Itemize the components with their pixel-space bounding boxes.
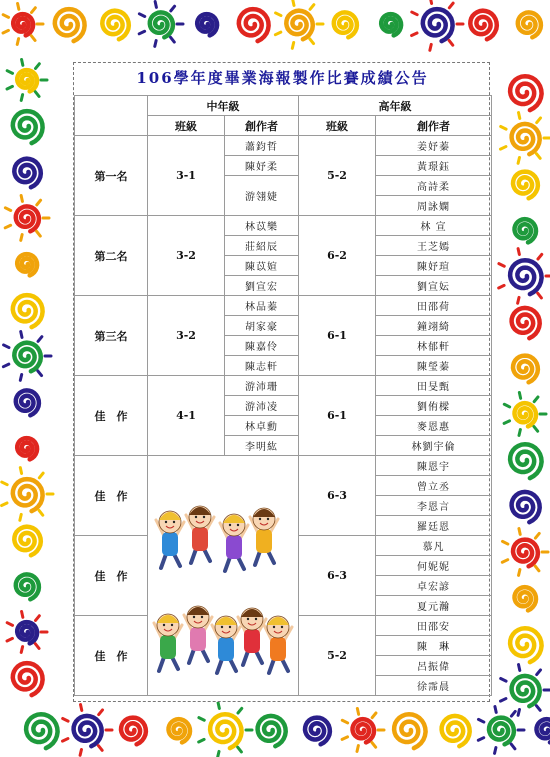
up-author-cell: 林劉宇倫	[376, 436, 492, 456]
sun-ray-mark	[218, 751, 219, 757]
swirl-mark	[14, 159, 41, 188]
sun-ray-mark	[478, 719, 483, 722]
swirl-mark	[442, 716, 470, 746]
results-table	[74, 95, 492, 696]
sun-ray-mark	[500, 147, 505, 150]
mid-author-cell: 陳嘉伶	[225, 336, 299, 356]
mid-author-cell: 陳苡媗	[225, 256, 299, 276]
up-author-cell: 陳 琳	[376, 636, 492, 656]
rank-cell: 第二名	[75, 216, 148, 296]
up-author-cell: 卓宏諺	[376, 576, 492, 596]
sun-ray-mark	[171, 6, 175, 11]
up-author-cell: 陳恩宇	[376, 456, 492, 476]
sun-ray-mark	[519, 529, 520, 535]
children-illustration	[148, 456, 299, 696]
sun-ray-mark	[3, 15, 8, 18]
table-row	[75, 456, 492, 476]
sun-ray-mark	[511, 711, 515, 716]
mid-author-cell: 胡家豪	[225, 316, 299, 336]
sun-ray-mark	[22, 611, 23, 617]
up-author-cell: 陳瑩蓁	[376, 356, 492, 376]
sun-ray-mark	[98, 746, 102, 751]
up-author-cell: 麥恩惠	[376, 416, 492, 436]
sun-ray-mark	[478, 738, 483, 741]
sun-ray-mark	[21, 196, 22, 202]
sun-ray-mark	[20, 514, 21, 520]
sun-ray-mark	[430, 44, 431, 50]
sun-ray-mark	[499, 285, 504, 288]
sun-ray-mark	[538, 254, 542, 259]
up-class-cell: 5-2	[299, 616, 376, 696]
up-class-cell: 6-3	[299, 536, 376, 616]
mid-author-cell: 游沛凌	[225, 396, 299, 416]
sun-ray-mark	[63, 718, 68, 721]
sun-ray-mark	[504, 404, 509, 407]
up-author-cell: 鐘翊綺	[376, 316, 492, 336]
mid-class-cell: 3-1	[148, 136, 225, 216]
swirl-mark	[74, 716, 102, 746]
sun-ray-mark	[537, 118, 541, 123]
up-author-cell: 田旻甄	[376, 376, 492, 396]
up-class-cell: 6-1	[299, 376, 376, 456]
sun-ray-mark	[519, 113, 520, 119]
swirl-mark	[197, 14, 217, 35]
up-author-cell: 黃璟鈺	[376, 156, 492, 176]
mid-author-cell: 林苡樂	[225, 216, 299, 236]
sun-ray-mark	[32, 8, 36, 13]
swirl-mark	[17, 70, 37, 91]
sun-ray-mark	[502, 541, 507, 544]
swirl-mark	[121, 718, 146, 745]
sun-ray-mark	[155, 2, 156, 8]
swirl-mark	[537, 719, 550, 742]
child-figure	[238, 608, 266, 665]
swirl-mark	[13, 14, 33, 35]
sun-ray-mark	[519, 570, 520, 576]
sun-ray-mark	[275, 32, 280, 35]
sun-ray-mark	[20, 375, 21, 381]
swirl-mark	[13, 663, 43, 695]
sun-ray-mark	[38, 371, 42, 376]
up-class-cell: 6-1	[299, 296, 376, 376]
sun-ray-mark	[495, 707, 496, 713]
header-row-grades	[75, 96, 492, 116]
up-class-cell: 6-2	[299, 216, 376, 296]
swirl-mark	[381, 14, 401, 35]
sun-ray-mark	[518, 249, 519, 255]
sun-ray-mark	[495, 748, 496, 754]
up-author-cell: 高詩柔	[376, 176, 492, 196]
swirl-mark	[489, 718, 514, 745]
mid-author-cell: 李明紘	[225, 436, 299, 456]
sun-ray-mark	[38, 337, 42, 342]
sun-ray-mark	[535, 566, 539, 571]
mid-author-cell: 游翎婕	[225, 176, 299, 216]
swirl-mark	[334, 12, 357, 37]
up-author-cell: 李恩言	[376, 496, 492, 516]
swirl-mark	[353, 719, 375, 742]
middle-grade-header: 中年級	[148, 96, 299, 116]
sun-ray-mark	[36, 64, 40, 69]
sun-ray-mark	[501, 678, 506, 681]
rank-cell: 第一名	[75, 136, 148, 216]
sun-ray-mark	[35, 644, 39, 649]
swirl-mark	[510, 76, 541, 110]
sun-ray-mark	[504, 421, 509, 424]
swirl-mark	[258, 716, 286, 746]
sun-ray-mark	[519, 392, 520, 398]
up-author-cell: 曾立丞	[376, 476, 492, 496]
sun-ray-mark	[536, 154, 540, 159]
swirl-mark	[512, 124, 540, 154]
sun-ray-mark	[22, 59, 23, 65]
swirl-mark	[510, 260, 541, 294]
sun-ray-mark	[518, 297, 519, 303]
sun-ray-mark	[430, 0, 431, 3]
up-author-cell: 田邵荷	[376, 296, 492, 316]
rank-cell: 第三名	[75, 296, 148, 376]
sun-ray-mark	[37, 200, 41, 205]
up-author-cell: 王芝嫣	[376, 236, 492, 256]
mid-class-cell: 4-1	[148, 376, 225, 456]
sun-ray-mark	[310, 5, 314, 10]
sun-ray-mark	[39, 473, 43, 478]
swirl-mark	[150, 12, 173, 37]
up-author-cell: 劉侑樑	[376, 396, 492, 416]
mid-author-cell: 林品蓁	[225, 296, 299, 316]
swirl-mark	[17, 438, 37, 459]
sun-ray-mark	[7, 638, 12, 641]
sun-ray-mark	[2, 503, 7, 506]
mid-author-header: 創作者	[225, 116, 299, 136]
mid-class-cell: 3-2	[148, 216, 225, 296]
sun-ray-mark	[5, 225, 10, 228]
table-row	[75, 296, 492, 316]
up-author-cell: 姜妤蓁	[376, 136, 492, 156]
sun-ray-mark	[535, 533, 539, 538]
swirl-mark	[515, 403, 537, 426]
swirl-mark	[510, 444, 541, 478]
sun-ray-mark	[534, 397, 538, 402]
sun-ray-mark	[199, 718, 204, 721]
swirl-mark	[513, 356, 538, 383]
sun-ray-mark	[18, 3, 19, 9]
corner-cell	[75, 96, 148, 136]
sun-ray-mark	[238, 708, 242, 713]
sun-ray-mark	[537, 670, 541, 675]
swirl-mark	[515, 219, 537, 242]
sun-ray-mark	[36, 616, 40, 621]
swirl-mark	[14, 527, 41, 556]
sun-ray-mark	[21, 95, 22, 101]
sun-ray-mark	[518, 709, 519, 715]
rank-cell: 佳 作	[75, 376, 148, 456]
sun-ray-mark	[518, 157, 519, 163]
swirl-mark	[14, 343, 41, 372]
sun-ray-mark	[139, 14, 144, 17]
sun-ray-mark	[372, 713, 376, 718]
child-figure	[212, 616, 240, 673]
sun-ray-mark	[449, 3, 453, 8]
child-figure	[184, 606, 212, 663]
sun-ray-mark	[7, 623, 12, 626]
sun-ray-mark	[21, 647, 22, 653]
sun-ray-mark	[2, 482, 7, 485]
sun-ray-mark	[37, 231, 41, 236]
swirl-mark	[169, 719, 191, 742]
up-author-cell: 林 宣	[376, 216, 492, 236]
mid-author-cell: 陳志軒	[225, 356, 299, 376]
sun-ray-mark	[7, 71, 12, 74]
up-author-cell: 慕凡	[376, 536, 492, 556]
sun-ray-mark	[357, 746, 358, 752]
mid-author-cell: 劉宣宏	[225, 276, 299, 296]
sun-ray-mark	[21, 235, 22, 241]
swirl-mark	[286, 11, 313, 40]
swirl-mark	[16, 574, 39, 599]
sun-ray-mark	[3, 30, 8, 33]
upper-grade-header: 高年級	[299, 96, 492, 116]
sun-ray-mark	[292, 43, 293, 49]
swirl-mark	[26, 714, 57, 748]
up-author-cell: 夏元瀚	[376, 596, 492, 616]
sun-ray-mark	[276, 13, 281, 16]
swirl-mark	[16, 206, 39, 231]
up-author-cell: 劉宣妘	[376, 276, 492, 296]
mid-class-cell: 3-2	[148, 296, 225, 376]
swirl-mark	[470, 11, 497, 40]
up-author-cell: 何妮妮	[376, 556, 492, 576]
swirl-mark	[13, 295, 43, 327]
sun-ray-mark	[412, 12, 417, 15]
up-author-cell: 羅廷恩	[376, 516, 492, 536]
up-author-cell: 周詠嫻	[376, 196, 492, 216]
sun-ray-mark	[372, 743, 376, 748]
sun-ray-mark	[3, 364, 8, 367]
sun-ray-mark	[62, 739, 67, 742]
sun-ray-mark	[293, 0, 294, 5]
sun-ray-mark	[17, 39, 18, 45]
swirl-mark	[102, 11, 129, 40]
mid-class-header: 班級	[148, 116, 225, 136]
swirl-mark	[515, 587, 537, 610]
up-author-cell: 林郁軒	[376, 336, 492, 356]
sun-ray-mark	[99, 710, 103, 715]
sun-ray-mark	[5, 208, 10, 211]
sun-ray-mark	[35, 92, 39, 97]
sun-ray-mark	[20, 468, 21, 474]
sun-ray-mark	[536, 706, 540, 711]
swirl-mark	[513, 540, 538, 567]
swirl-mark	[305, 718, 330, 745]
swirl-mark	[17, 254, 37, 275]
sun-ray-mark	[310, 39, 314, 44]
swirl-mark	[512, 492, 540, 522]
up-author-cell: 徐霈晨	[376, 676, 492, 696]
sun-ray-mark	[4, 345, 9, 348]
sun-ray-mark	[519, 665, 520, 671]
swirl-mark	[210, 714, 242, 748]
swirl-mark	[13, 111, 43, 143]
up-class-header: 班級	[299, 116, 376, 136]
table-row	[75, 136, 492, 156]
swirl-mark	[510, 628, 541, 662]
swirl-mark	[13, 479, 43, 511]
sun-ray-mark	[499, 264, 504, 267]
sun-ray-mark	[218, 703, 219, 709]
sun-ray-mark	[139, 31, 144, 34]
mid-author-cell: 陳妤柔	[225, 156, 299, 176]
sun-ray-mark	[21, 332, 22, 338]
swirl-mark	[394, 714, 426, 748]
sun-ray-mark	[519, 430, 520, 436]
announcement-sheet	[73, 62, 490, 702]
sun-ray-mark	[357, 708, 358, 714]
mid-author-cell: 林卓勳	[225, 416, 299, 436]
up-author-cell: 田邵安	[376, 616, 492, 636]
rank-cell: 佳 作	[75, 616, 148, 696]
swirl-mark	[512, 676, 540, 706]
table-row	[75, 216, 492, 236]
sun-ray-mark	[449, 40, 453, 45]
sun-ray-mark	[538, 293, 542, 298]
child-figure	[264, 616, 292, 673]
swirl-mark	[512, 308, 540, 338]
sun-ray-mark	[31, 36, 35, 41]
swirl-mark	[513, 172, 538, 199]
sun-ray-mark	[81, 705, 82, 711]
up-author-cell: 呂振偉	[376, 656, 492, 676]
swirl-mark	[518, 12, 541, 37]
rank-cell: 佳 作	[75, 456, 148, 536]
sun-ray-mark	[500, 699, 505, 702]
mid-author-cell: 蕭鈞哲	[225, 136, 299, 156]
sun-ray-mark	[342, 737, 347, 740]
mid-author-cell: 莊紹辰	[225, 236, 299, 256]
table-row	[75, 376, 492, 396]
sun-ray-mark	[511, 744, 515, 749]
up-author-cell: 陳妤瑄	[376, 256, 492, 276]
rank-cell: 佳 作	[75, 536, 148, 616]
up-class-cell: 5-2	[299, 136, 376, 216]
jumping-children-illustration	[148, 471, 298, 681]
sun-ray-mark	[342, 720, 347, 723]
swirl-mark	[17, 622, 37, 643]
sun-ray-mark	[412, 33, 417, 36]
child-figure	[186, 506, 214, 563]
sun-ray-mark	[238, 747, 242, 752]
up-author-header: 創作者	[376, 116, 492, 136]
child-figure	[154, 614, 182, 671]
sun-ray-mark	[80, 749, 81, 755]
sun-ray-mark	[171, 37, 175, 42]
sun-ray-mark	[501, 126, 506, 129]
swirl-mark	[423, 9, 453, 41]
swirl-mark	[16, 390, 39, 415]
child-figure	[156, 511, 184, 568]
sun-ray-mark	[7, 86, 12, 89]
mid-author-cell: 游沛珊	[225, 376, 299, 396]
sun-ray-mark	[534, 427, 538, 432]
sun-ray-mark	[502, 560, 507, 563]
up-class-cell: 6-3	[299, 456, 376, 536]
page-title: 106學年度畢業海報製作比賽成績公告	[136, 69, 429, 87]
swirl-mark	[239, 9, 269, 41]
child-figure	[250, 508, 278, 565]
sun-ray-mark	[39, 510, 43, 515]
sun-ray-mark	[155, 41, 156, 47]
child-figure	[220, 514, 248, 571]
sun-ray-mark	[199, 739, 204, 742]
swirl-mark	[55, 9, 85, 41]
